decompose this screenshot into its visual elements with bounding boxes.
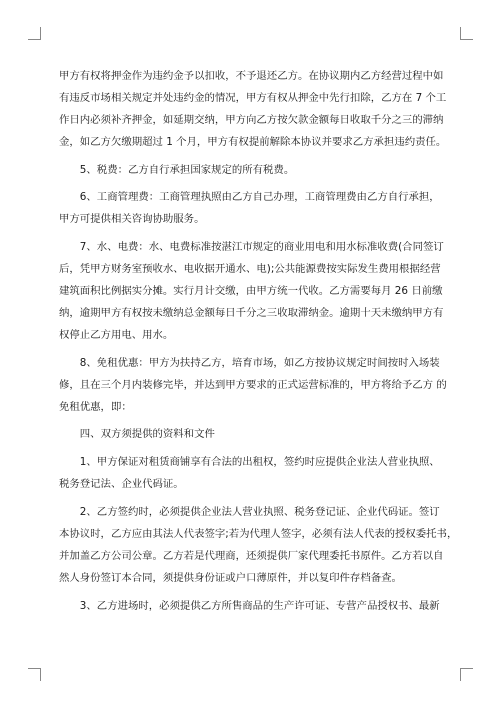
paragraph <box>59 501 458 589</box>
paragraph <box>59 423 441 445</box>
text-line: 权停止乙方用电、用水。 <box>59 329 174 342</box>
text-line: 5、税费：乙方自行承担国家规定的所有税费。 <box>79 163 295 176</box>
text-line: 6、工商管理费：工商管理执照由乙方自己办理，工商管理费由乙方自行承担， <box>79 191 440 204</box>
text-line: 后，凭甲方财务室预收水、电收据开通水、电);公共能源费按实际发生费用根据经营 <box>59 263 441 276</box>
crop-mark-bottom-right <box>460 668 473 681</box>
text-line: 8、免租优惠：甲方为扶持乙方，培育市场，如乙方按协议规定时间按时入场装 <box>79 356 440 369</box>
text-line: 本协议时，乙方应由其法人代表签字;若为代理人签字，必须有法人代表的授权委托书， <box>59 527 458 540</box>
crop-mark-bottom-left <box>28 668 41 681</box>
text-line: 并加盖乙方公司公章。乙方若是代理商，还须提供厂家代理委托书原件。乙方若以自 <box>59 549 444 562</box>
text-line: 免租优惠，即： <box>59 400 132 413</box>
text-line: 四、双方须提供的资料和文件 <box>79 428 215 441</box>
text-line: 金，如乙方欠缴期超过 1 个月，甲方有权提前解除本协议并要求乙方承担违约责任。 <box>59 136 447 148</box>
paragraph <box>59 159 441 181</box>
text-line: 纳，逾期甲方有权按未缴纳总金额每日千分之三收取滞纳金。逾期十天未缴纳甲方有 <box>59 307 444 320</box>
paragraph <box>59 186 441 230</box>
text-line: 甲方可提供相关咨询协助服务。 <box>59 213 205 226</box>
paragraph <box>59 595 441 617</box>
text-line: 1、甲方保证对租赁商铺享有合法的出租权，签约时应提供企业法人营业执照、 <box>79 456 440 469</box>
text-line: 作日内必须补齐押金，如延期交纳，甲方向乙方按欠款金额每日收取千分之三的滞纳 <box>59 114 444 126</box>
text-line: 3、乙方进场时，必须提供乙方所售商品的生产许可证、专营产品授权书、最新 <box>79 599 440 612</box>
text-line: 建筑面积比例据实分摊。实行月计交缴，由甲方统一代收。乙方需要每月 26 日前缴 <box>59 285 443 298</box>
text-line: 2、乙方签约时，必须提供企业法人营业执照、税务登记证、企业代码证。签订 <box>79 505 440 518</box>
crop-mark-top-left <box>28 27 41 40</box>
paragraph <box>59 236 444 346</box>
text-line: 税务登记法、企业代码证。 <box>59 478 184 491</box>
document-page <box>59 65 458 622</box>
text-line: 甲方有权将押金作为违约金予以扣收，不予退还乙方。在协议期内乙方经营过程中如 <box>59 70 444 82</box>
paragraph <box>59 352 447 418</box>
text-line: 修，且在三个月内装修完毕，并达到甲方要求的正式运营标准的，甲方将给予乙方 的 <box>59 378 447 391</box>
paragraph <box>59 65 447 153</box>
text-line: 7、水、电费：水、电费标准按湛江市规定的商业用电和用水标准收费(合同签订 <box>79 241 444 254</box>
text-line: 然人身份签订本合同，须提供身份证或户口薄原件，并以复印件存档备查。 <box>59 571 402 584</box>
crop-mark-top-right <box>460 27 473 40</box>
text-line: 有违反市场相关规定并处违约金的情况，甲方有权从押金中先行扣除，乙方在 7 个工 <box>59 92 447 104</box>
paragraph <box>59 451 441 495</box>
